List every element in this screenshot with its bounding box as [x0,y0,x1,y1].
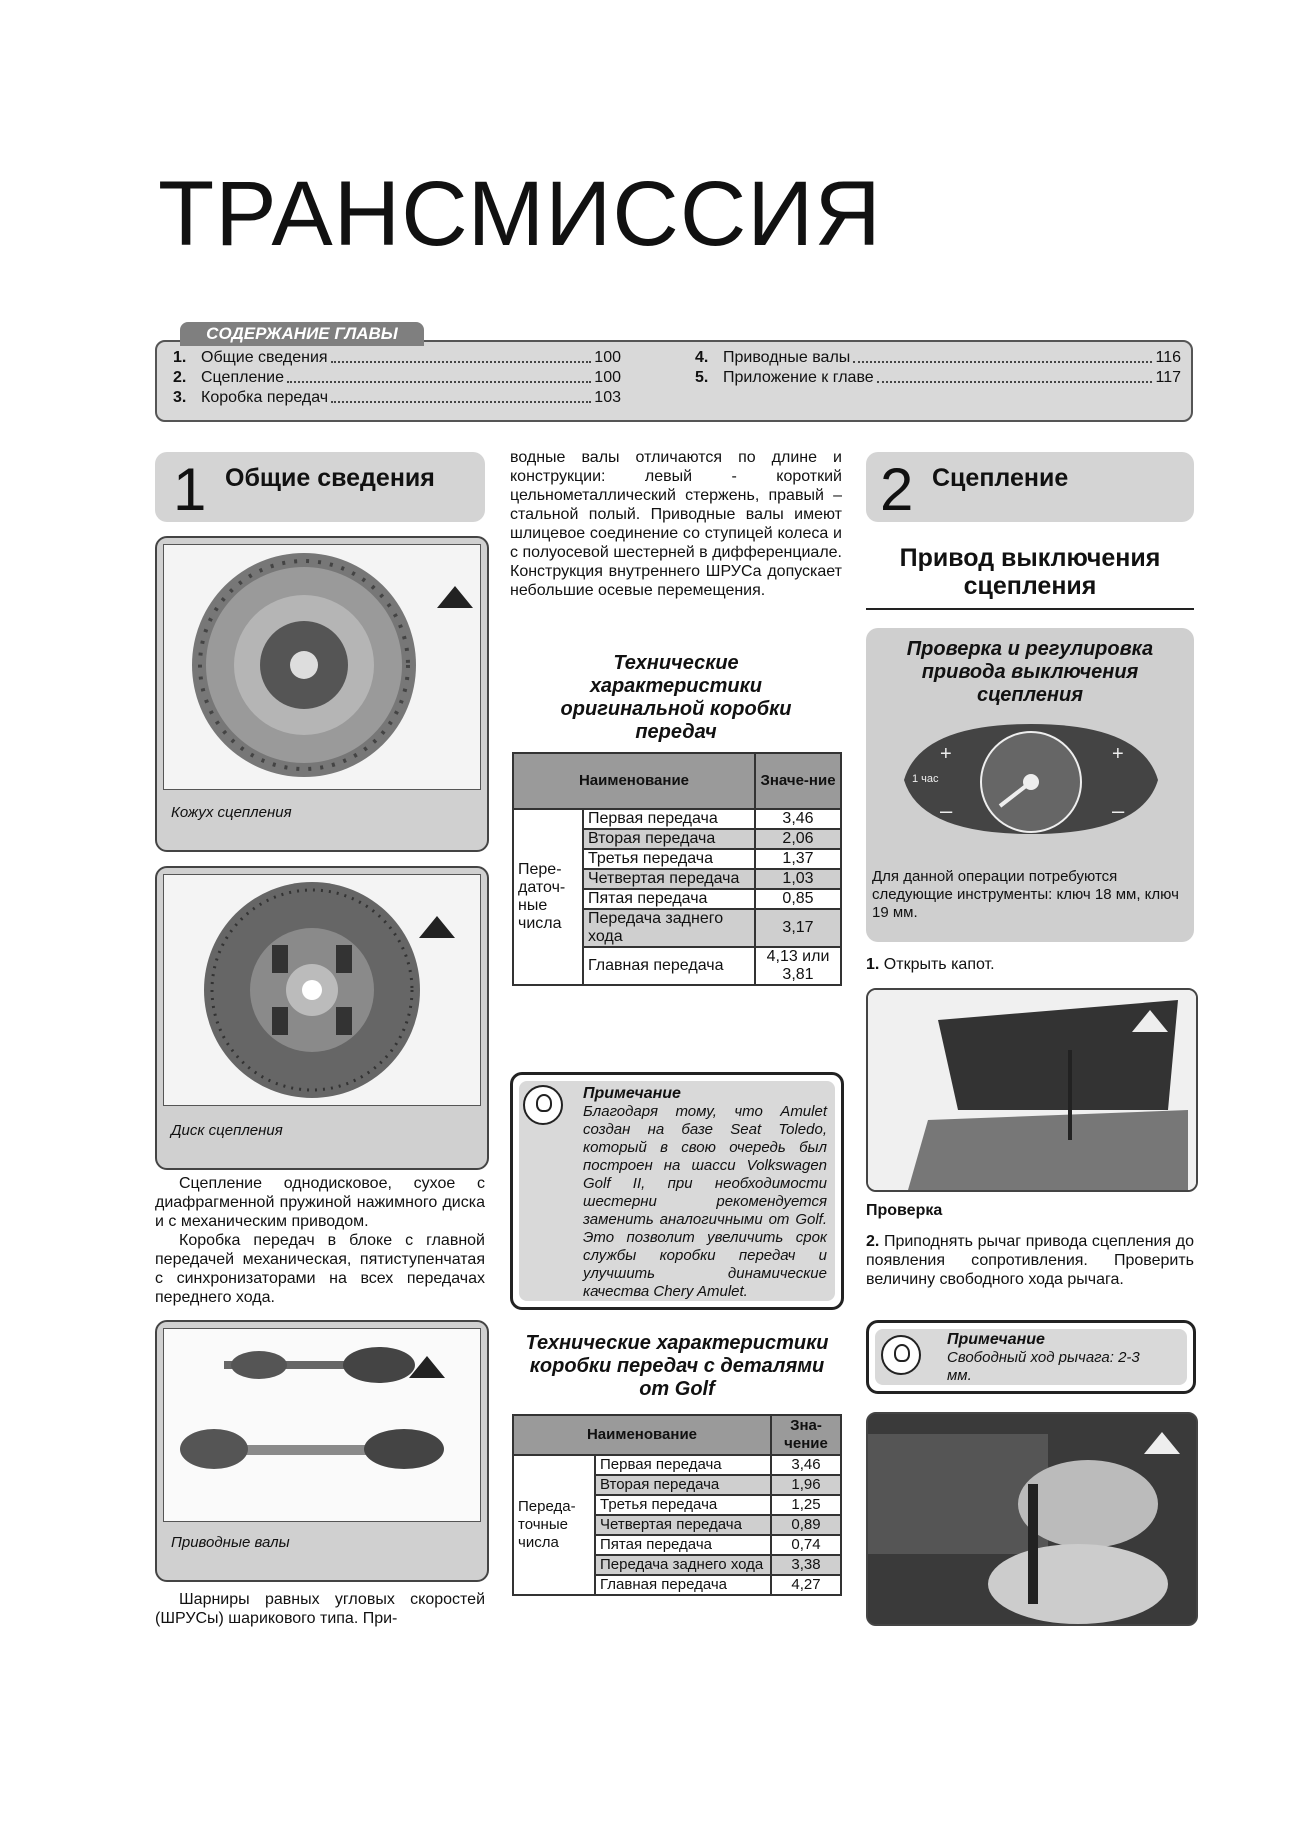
gear-ratio-table-original [512,752,842,986]
chapter-contents [155,340,1193,422]
param-value: 0,89 [771,1515,841,1535]
photo-open-hood [866,988,1198,1192]
param-name: Четвертая передача [583,869,755,889]
toc-item[interactable]: 1. Общие сведения 100 [173,349,621,366]
toc-item[interactable]: 3. Коробка передач 103 [173,389,621,406]
param-value: 2,06 [755,829,841,849]
param-value: 0,85 [755,889,841,909]
contents-label: СОДЕРЖАНИЕ ГЛАВЫ [180,322,424,346]
param-name: Главная передача [583,947,755,985]
toc-item[interactable]: 5. Приложение к главе 117 [695,369,1181,386]
photo-clutch-lever [866,1412,1198,1626]
param-name: Передача заднего хода [583,909,755,947]
tools-text: Для данной операции потребуются следующие инструменты: ключ 18 мм, ключ 19 мм. [872,868,1179,921]
section-title: Сцепление [932,464,1069,492]
svg-text:+: + [940,743,952,765]
param-value: 0,74 [771,1535,841,1555]
note-text: Свободный ход рычага: 2-3 мм. [947,1349,1140,1384]
publisher-logo-icon [433,582,477,610]
param-value: 4,27 [771,1575,841,1595]
param-name: Главная передача [595,1575,771,1595]
note-title: Примечание [947,1331,1045,1348]
param-name: Вторая передача [583,829,755,849]
param-name: Передача заднего хода [595,1555,771,1575]
paragraph: Шарниры равных угловых скоростей (ШРУСы) шарикового типа. При- [155,1591,485,1627]
body-text [155,1174,485,1307]
clutch-cover-image [163,544,481,790]
divider [866,608,1194,610]
difficulty-gauge-icon [900,720,1162,838]
svg-text:–: – [1112,798,1125,823]
param-name: Первая передача [595,1455,771,1475]
gauge-label: 1 час [912,773,939,785]
page-title: ТРАНСМИССИЯ [158,163,882,265]
lightbulb-icon [523,1085,563,1125]
step-1: 1. Открыть капот. [866,956,995,973]
gear-ratio-table-golf [512,1414,842,1596]
photo-caption: Приводные валы [171,1534,290,1551]
procedure-title: Проверка и регулировка привода выключения сцепления [906,638,1154,706]
photo-caption: Кожух сцепления [171,804,292,821]
lightbulb-icon [881,1335,921,1375]
publisher-logo-icon [415,912,459,940]
group-label: Пере-даточ-ные числа [513,809,583,985]
section-title: Общие сведения [225,464,435,492]
section-1-header [155,452,485,522]
note-title: Примечание [583,1085,681,1102]
param-name: Первая передача [583,809,755,829]
param-value: 3,17 [755,909,841,947]
photo-caption: Диск сцепления [171,1122,283,1139]
photo-drive-shafts [155,1320,489,1582]
column-header: Наименование [513,753,755,809]
param-value: 1,96 [771,1475,841,1495]
column-header: Наименование [513,1415,771,1455]
column-header: Зна-чение [771,1415,841,1455]
section-number: 1 [173,456,207,523]
publisher-logo-icon [1128,1006,1172,1034]
param-value: 3,38 [771,1555,841,1575]
svg-text:+: + [1112,743,1124,765]
step-2: 2. Приподнять рычаг привода сцепления до появления сопротивления. Проверить величину свободного хода рычага. [866,1233,1194,1288]
subsection-title: Привод выключения сцепления [899,544,1161,600]
table-1-title: Технические характеристики оригинальной коробки передач [560,652,792,743]
note-text: Благодаря тому, что Amulet создан на базе Seat Toledo, который в свою очередь был построен на шасси Volkswagen Golf II, при необходимости шестерни рекомендуется заменить аналогичными от Golf. Это позволит увеличить срок службы коробки передач и улучшить динамические качества Chery Amulet. [583,1103,827,1300]
param-name: Пятая передача [595,1535,771,1555]
procedure-box [866,628,1194,942]
toc-item[interactable]: 4. Приводные валы 116 [695,349,1181,366]
check-heading: Проверка [866,1202,943,1219]
svg-text:–: – [940,798,953,823]
param-name: Третья передача [595,1495,771,1515]
table-2-title: Технические характеристики коробки передач с деталями от Golf [525,1332,829,1400]
param-name: Четвертая передача [595,1515,771,1535]
param-name: Вторая передача [595,1475,771,1495]
paragraph: Коробка передач в блоке с главной передачей механическая, пятиступенчатая с синхронизаторами на всех передачах переднего хода. [155,1232,485,1306]
paragraph: Сцепление однодисковое, сухое с диафрагменной пружиной нажимного диска и с механическим приводом. [155,1175,485,1230]
publisher-logo-icon [405,1352,449,1380]
publisher-logo-icon [1140,1428,1184,1456]
param-value: 1,37 [755,849,841,869]
param-value: 3,46 [771,1455,841,1475]
clutch-disc-image [163,874,481,1106]
note-box [866,1320,1196,1394]
toc-item[interactable]: 2. Сцепление 100 [173,369,621,386]
param-value: 1,25 [771,1495,841,1515]
section-2-header [866,452,1194,522]
photo-clutch-disc [155,866,489,1170]
param-name: Пятая передача [583,889,755,909]
param-value: 1,03 [755,869,841,889]
section-number: 2 [880,456,914,523]
note-box [510,1072,844,1310]
column-header: Значе-ние [755,753,841,809]
param-value: 4,13 или 3,81 [755,947,841,985]
group-label: Переда-точные числа [513,1455,595,1595]
param-value: 3,46 [755,809,841,829]
photo-clutch-cover [155,536,489,852]
paragraph: водные валы отличаются по длине и конструкции: левый - короткий цельнометаллический стержень, правый – стальной полый. Приводные валы имеют шлицевое соединение со ступицей колеса и с полуосевой шестерней в дифференциале. Конструкция внутреннего ШРУСа допускает небольшие осевые перемещения. [510,449,842,599]
param-name: Третья передача [583,849,755,869]
